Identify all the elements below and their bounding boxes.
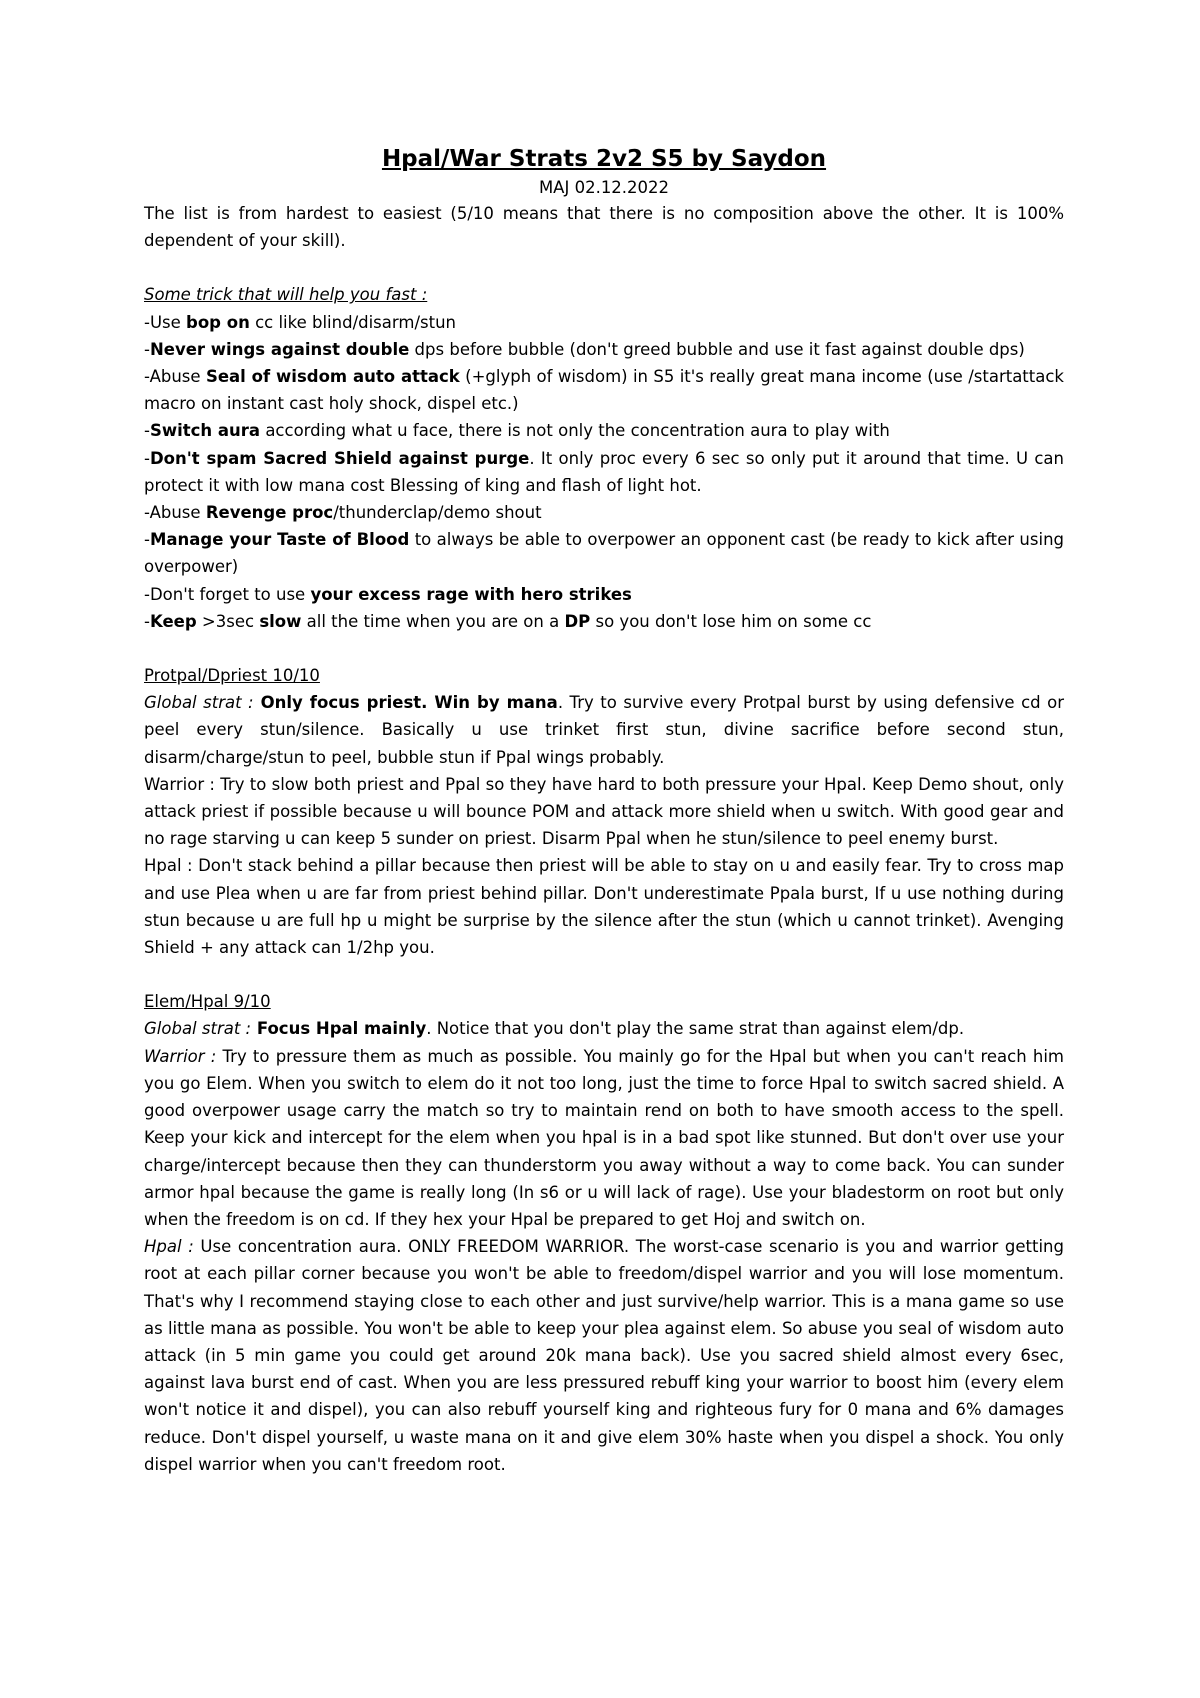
section-heading bbox=[144, 988, 1064, 1015]
emphasis: Only focus priest. Win by mana bbox=[253, 693, 558, 713]
text: Use concentration aura. ONLY FREEDOM WARRIOR. The worst-case scenario is you and warrior getting root at each pillar corner because you won't be able to freedom/dispel warrior and you will lose momentum. That's why I recommend staying close to each other and just survive/help warrior. This is a mana game so use as little mana as possible. You won't be able to keep your plea against elem. So abuse you seal of wisdom auto attack (in 5 min game you could get around 20k mana back). Use you sacred shield almost every 6sec, against lava burst end of cast. When you are less pressured rebuff king your warrior to boost him (every elem won't notice it and dispel), you can also rebuff yourself king and righteous fury for 0 mana and 6% damages reduce. Don't dispel yourself, u waste mana on it and give elem 30% haste when you dispel a shock. You only dispel warrior when you can't freedom root. bbox=[144, 1237, 1064, 1474]
text: dps before bubble (don't greed bubble and use it fast against double dps) bbox=[409, 339, 1025, 359]
text: >3sec bbox=[196, 611, 260, 631]
emphasis: Seal of wisdom auto attack bbox=[205, 367, 460, 387]
section-heading-elem-hpal: Elem/Hpal 9/10 bbox=[144, 992, 271, 1012]
trick-item bbox=[144, 417, 1064, 444]
text: all the time when you are on a bbox=[301, 611, 565, 631]
trick-item bbox=[144, 336, 1064, 363]
label: Hpal : bbox=[144, 1237, 194, 1257]
trick-item bbox=[144, 445, 1064, 499]
text: according what u face, there is not only the concentration aura to play with bbox=[260, 421, 890, 441]
global-strat-paragraph bbox=[144, 1015, 1064, 1042]
text: . Notice that you don't play the same strat than against elem/dp. bbox=[426, 1019, 965, 1039]
text: to always be able to overpower an opponent cast (be ready to kick after using overpower) bbox=[144, 530, 1064, 577]
emphasis: slow bbox=[259, 611, 302, 631]
text: -Use bbox=[144, 312, 187, 332]
emphasis: Keep bbox=[149, 611, 197, 631]
text: -Abuse bbox=[144, 367, 206, 387]
text: -Don't forget to use bbox=[144, 584, 311, 604]
emphasis: your excess rage with hero strikes bbox=[310, 584, 632, 604]
emphasis: bop on bbox=[186, 312, 250, 332]
warrior-paragraph bbox=[144, 1043, 1064, 1233]
spacer bbox=[144, 635, 1064, 662]
trick-item bbox=[144, 608, 1064, 635]
tricks-heading bbox=[144, 281, 1064, 308]
label: Warrior : bbox=[144, 1046, 217, 1066]
update-date: MAJ 02.12.2022 bbox=[538, 178, 670, 197]
section-heading-protpal-dpriest: Protpal/Dpriest 10/10 bbox=[144, 666, 320, 686]
text: Try to pressure them as much as possible. You mainly go for the Hpal but when you can't reach him you go Elem. When you switch to elem do it not too long, just the time to force Hpal to switch sacred shield. A good overpower usage carry the match so try to maintain rend on both to have smooth access to the spell. Keep your kick and intercept for the elem when you hpal is in a bad spot like stunned. But don't over use your charge/intercept because then they can thunderstorm you away without a way to come back. You can sunder armor hpal because the game is really long (In s6 or u will lack of rage). Use your bladestorm on root but only when the freedom is on cd. If they hex your Hpal be prepared to get Hoj and switch on. bbox=[144, 1046, 1065, 1229]
text: . It only proc every 6 sec so only put it around that time. U can protect it with low mana cost Blessing of king and flash of light hot. bbox=[144, 448, 1064, 495]
tricks-heading-text: Some trick that will help you fast : bbox=[144, 285, 428, 305]
section-heading bbox=[144, 662, 1064, 689]
text: - bbox=[144, 339, 150, 359]
text: - bbox=[144, 611, 150, 631]
emphasis: DP bbox=[564, 611, 591, 631]
text: -Abuse bbox=[144, 503, 206, 523]
emphasis: Switch aura bbox=[149, 421, 261, 441]
emphasis: Revenge proc bbox=[205, 503, 334, 523]
text: (+glyph of wisdom) in S5 it's really great mana income (use /startattack macro on instant cast holy shock, dispel etc.) bbox=[144, 367, 1064, 414]
text: so you don't lose him on some cc bbox=[590, 611, 872, 631]
text: - bbox=[144, 530, 150, 550]
intro-paragraph: The list is from hardest to easiest (5/10 means that there is no composition above the other. It is 100% dependent of your skill). bbox=[144, 204, 1064, 251]
trick-item bbox=[144, 581, 1064, 608]
spacer bbox=[144, 961, 1064, 988]
label: Global strat : bbox=[144, 1019, 252, 1039]
global-strat-paragraph bbox=[144, 689, 1064, 771]
hpal-paragraph bbox=[144, 1233, 1064, 1478]
document-title: Hpal/War Strats 2v2 S5 by Saydon bbox=[381, 146, 827, 172]
label: Global strat : bbox=[144, 693, 254, 713]
text: - bbox=[144, 421, 150, 441]
hpal-paragraph: Hpal : Don't stack behind a pillar because then priest will be able to stay on u and easily fear. Try to cross map and use Plea when u are far from priest behind pillar. Don't underestimate Ppala burst, If u use nothing during stun because u are full hp u might be surprise by the silence after the stun (which u cannot trinket). Avenging Shield + any attack can 1/2hp you. bbox=[144, 856, 1064, 958]
trick-item bbox=[144, 309, 1064, 336]
emphasis: Manage your Taste of Blood bbox=[149, 530, 410, 550]
trick-item bbox=[144, 526, 1064, 580]
text: - bbox=[144, 448, 150, 468]
warrior-paragraph: Warrior : Try to slow both priest and Ppal so they have hard to both pressure your Hpal. Keep Demo shout, only attack priest if possible because u will bounce POM and attack more shield when u switch. With good gear and no rage starving u can keep 5 sunder on priest. Disarm Ppal when he stun/silence to peel enemy burst. bbox=[144, 774, 1064, 849]
trick-item bbox=[144, 499, 1064, 526]
text: cc like blind/disarm/stun bbox=[249, 312, 456, 332]
emphasis: Focus Hpal mainly bbox=[251, 1019, 427, 1039]
text: . Try to survive every Protpal burst by using defensive cd or peel every stun/silence. Basically u use trinket first stun, divine sacrifice before second stun, disarm/charge/stun to peel, bubble stun if Ppal wings probably. bbox=[144, 693, 1064, 767]
spacer bbox=[144, 254, 1064, 281]
emphasis: Don't spam Sacred Shield against purge bbox=[149, 448, 530, 468]
emphasis: Never wings against double bbox=[149, 339, 410, 359]
text: /thunderclap/demo shout bbox=[333, 503, 542, 523]
trick-item bbox=[144, 363, 1064, 417]
